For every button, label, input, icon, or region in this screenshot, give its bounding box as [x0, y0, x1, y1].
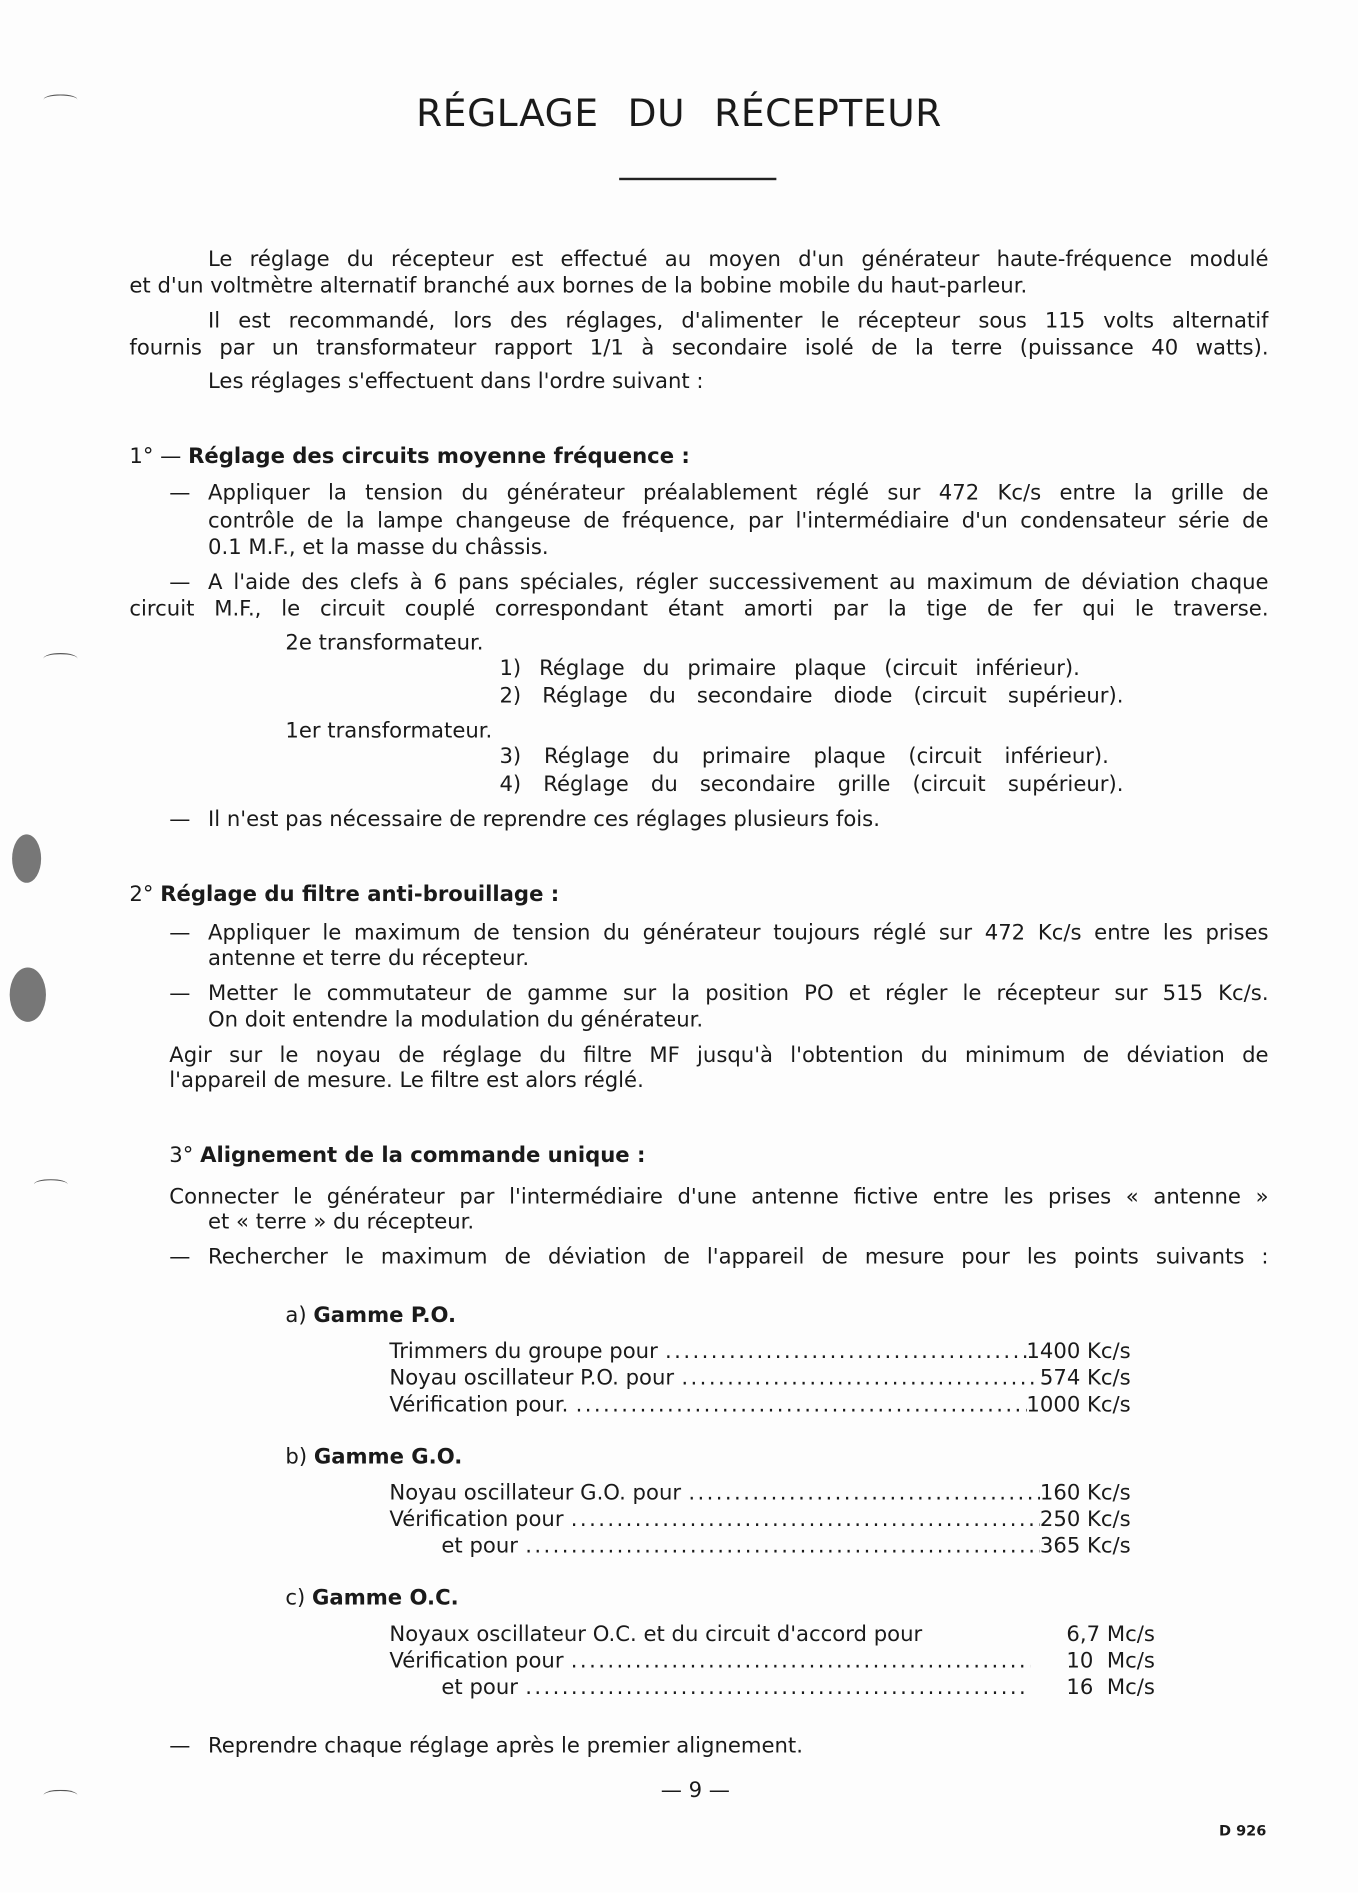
section-number: 2° [129, 882, 154, 907]
leader-dots [518, 1675, 1030, 1702]
leader-dots [681, 1480, 1040, 1507]
intro-line: fournis par un transformateur rapport 1/1 à secondaire isolé de la terre (puissance 40 watts). [129, 336, 1269, 361]
title-word: DU [627, 91, 686, 136]
dash: — [169, 1734, 191, 1759]
text-line: antenne et terre du récepteur. [207, 946, 530, 972]
intro-line: Il est recommandé, lors des réglages, d'alimenter le récepteur sous 115 volts alternatif [207, 309, 1269, 334]
alignment-row [389, 1622, 1154, 1649]
text-line: l'appareil de mesure. Le filtre est alors réglé. [169, 1069, 644, 1094]
alignment-row [389, 1675, 1154, 1702]
text-line: Metter le commutateur de gamme sur la position PO et régler le récepteur sur 515 Kc/s. [207, 981, 1269, 1007]
range-name: Gamme G.O. [313, 1445, 463, 1470]
range-letter: c) [285, 1586, 306, 1611]
text-line: Il n'est pas nécessaire de reprendre ces réglages plusieurs fois. [207, 807, 880, 832]
intro-line: Le réglage du récepteur est effectué au moyen d'un générateur haute-fréquence modulé [207, 247, 1269, 273]
text-line: 0.1 M.F., et la masse du châssis. [207, 535, 549, 560]
leader-dots [564, 1507, 1040, 1534]
title-word: RÉCEPTEUR [714, 91, 942, 136]
dash: — [169, 481, 191, 506]
page-title [0, 92, 1358, 136]
row-value: 160 Kc/s [1039, 1481, 1131, 1506]
row-label: et pour [441, 1534, 518, 1559]
leader-dots [568, 1392, 1026, 1419]
section-1-heading [129, 444, 689, 471]
dash: — [169, 1245, 191, 1270]
scan-mark [34, 1179, 68, 1190]
text-line: Appliquer le maximum de tension du générateur toujours réglé sur 472 Kc/s entre les prises [207, 921, 1269, 946]
alignment-row [389, 1365, 1130, 1392]
alignment-row [389, 1339, 1130, 1366]
range-heading-go [285, 1444, 462, 1471]
text-line: circuit M.F., le circuit couplé correspondant étant amorti par la tige de fer qui le traverse. [129, 597, 1269, 622]
range-letter: b) [285, 1445, 308, 1470]
leader-dots [658, 1339, 1027, 1366]
transformer-label: 1er transformateur. [285, 719, 493, 744]
row-label: Vérification pour [389, 1507, 564, 1533]
section-title: Réglage des circuits moyenne fréquence : [188, 445, 690, 470]
document-code: D 926 [1218, 1822, 1267, 1840]
binding-hole-stain [10, 967, 46, 1021]
dash: — [169, 921, 191, 946]
step: 4) Réglage du secondaire grille (circuit supérieur). [499, 772, 1124, 797]
leader-dots [518, 1533, 1040, 1560]
range-name: Gamme P.O. [313, 1303, 457, 1328]
step: 1) Réglage du primaire plaque (circuit inférieur). [499, 656, 1080, 681]
text-line: Connecter le générateur par l'intermédiaire d'une antenne fictive entre les prises « antenne » [169, 1185, 1269, 1210]
row-value: 6,7 Mc/s [1066, 1622, 1155, 1648]
transformer-label: 2e transformateur. [285, 631, 484, 656]
step: 3) Réglage du primaire plaque (circuit inférieur). [499, 744, 1109, 770]
row-label: et pour [441, 1676, 518, 1701]
intro-line: Les réglages s'effectuent dans l'ordre suivant : [207, 370, 704, 395]
row-value: 16 Mc/s [1066, 1676, 1155, 1701]
row-label: Vérification pour. [389, 1393, 569, 1418]
text-line: On doit entendre la modulation du générateur. [207, 1008, 704, 1033]
text-line: Agir sur le noyau de réglage du filtre MF jusqu'à l'obtention du minimum de déviation de [169, 1043, 1269, 1068]
row-value: 1400 Kc/s [1026, 1339, 1131, 1365]
alignment-row [389, 1480, 1130, 1507]
section-2-heading [129, 882, 559, 909]
leader-dots [564, 1648, 1031, 1675]
section-number: 1° — [129, 445, 182, 470]
row-value: 10 Mc/s [1066, 1649, 1155, 1674]
title-underline [619, 178, 776, 180]
row-value: 250 Kc/s [1039, 1507, 1131, 1533]
section-number: 3° [169, 1143, 194, 1169]
row-value: 365 Kc/s [1039, 1534, 1131, 1559]
text-line: Appliquer la tension du générateur préalablement réglé sur 472 Kc/s entre la grille de [207, 481, 1269, 506]
row-label: Noyaux oscillateur O.C. et du circuit d'accord pour [389, 1622, 923, 1648]
text-line: contrôle de la lampe changeuse de fréquence, par l'intermédiaire d'un condensateur série de [207, 509, 1269, 534]
range-letter: a) [285, 1303, 307, 1328]
alignment-row [389, 1392, 1130, 1419]
text-line: Reprendre chaque réglage après le premier alignement. [207, 1734, 803, 1759]
row-value: 574 Kc/s [1039, 1366, 1131, 1391]
alignment-row [389, 1533, 1130, 1560]
title-word: RÉGLAGE [416, 91, 599, 136]
section-3-heading [169, 1143, 645, 1170]
range-name: Gamme O.C. [312, 1586, 459, 1611]
text-line: et « terre » du récepteur. [207, 1210, 475, 1235]
alignment-row [389, 1507, 1130, 1534]
binding-hole-stain [12, 834, 41, 882]
row-label: Vérification pour [389, 1649, 564, 1674]
range-heading-oc [285, 1585, 458, 1612]
row-label: Trimmers du groupe pour [389, 1339, 658, 1365]
section-title: Alignement de la commande unique : [200, 1143, 646, 1169]
leader-dots [674, 1365, 1040, 1392]
dash: — [169, 807, 191, 832]
section-title: Réglage du filtre anti-brouillage : [160, 882, 560, 907]
text-line: A l'aide des clefs à 6 pans spéciales, régler successivement au maximum de déviation chaque [207, 570, 1269, 595]
text-line: Rechercher le maximum de déviation de l'appareil de mesure pour les points suivants : [207, 1245, 1269, 1270]
dash: — [169, 570, 191, 595]
scan-mark [44, 653, 78, 664]
step: 2) Réglage du secondaire diode (circuit supérieur). [499, 684, 1124, 709]
dash: — [169, 981, 191, 1007]
alignment-row [389, 1648, 1154, 1675]
row-label: Noyau oscillateur G.O. pour [389, 1481, 682, 1506]
page-number: — 9 — [660, 1778, 730, 1804]
row-value: 1000 Kc/s [1026, 1393, 1131, 1418]
row-label: Noyau oscillateur P.O. pour [389, 1366, 675, 1391]
range-heading-po [285, 1302, 456, 1329]
intro-line: et d'un voltmètre alternatif branché aux bornes de la bobine mobile du haut-parleur. [129, 274, 1028, 299]
